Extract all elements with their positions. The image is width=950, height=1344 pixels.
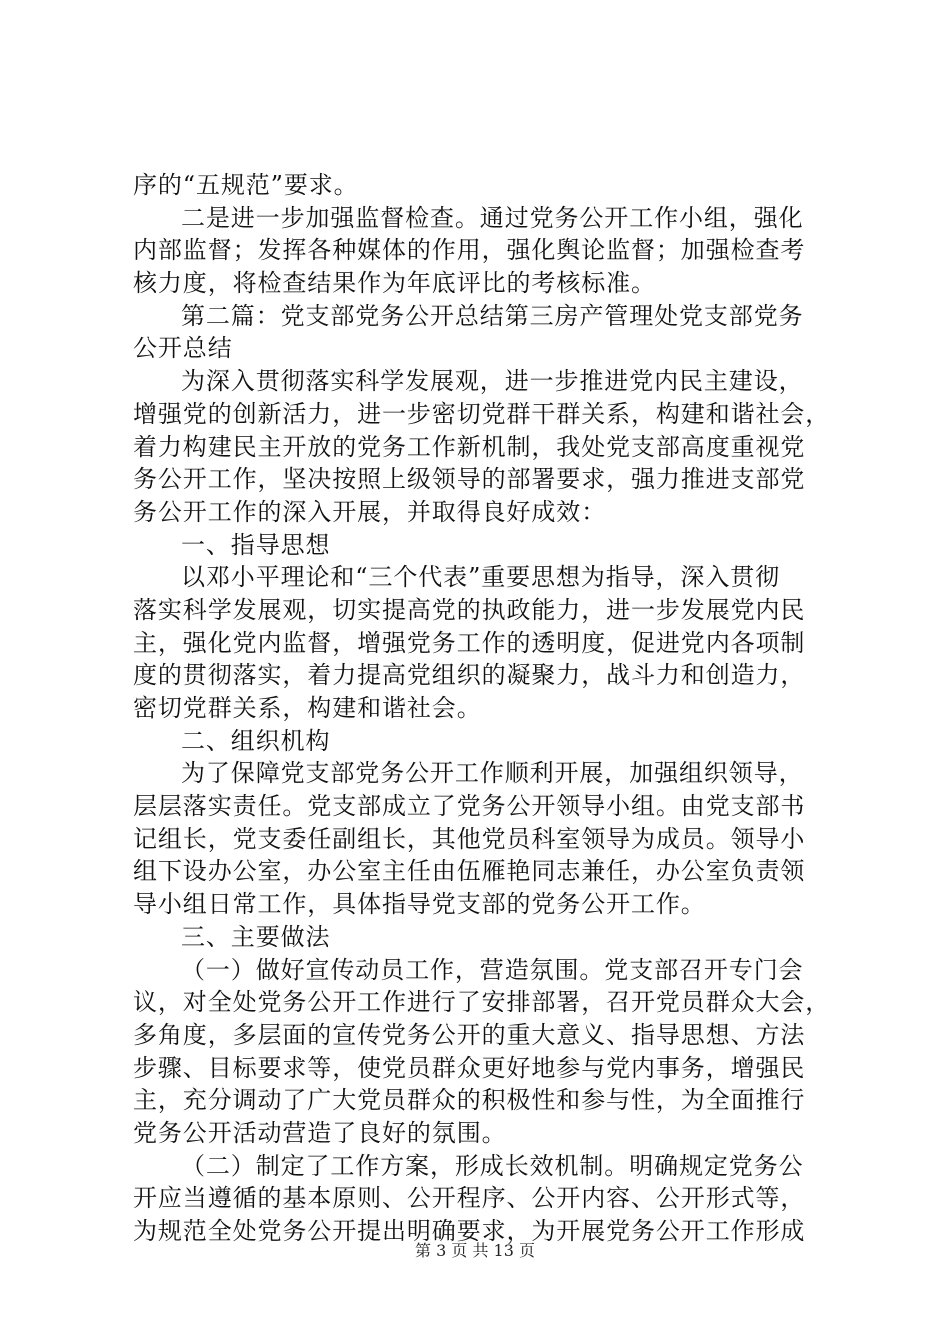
document-body — [133, 169, 833, 1248]
text-line: （一）做好宣传动员工作，营造氛围。党支部召开专门会 — [181, 955, 804, 984]
text-line: 为深入贯彻落实科学发展观，进一步推进党内民主建设， — [181, 367, 804, 396]
text-line: 二是进一步加强监督检查。通过党务公开工作小组，强化 — [181, 203, 804, 232]
text-line: 度的贯彻落实，着力提高党组织的凝聚力，战斗力和创造力， — [133, 661, 806, 690]
text-line: 密切党群关系，构建和谐社会。 — [133, 694, 482, 722]
text-line: 第二篇：党支部党务公开总结第三房产管理处党支部党务 — [181, 301, 804, 330]
text-line: 多角度，多层面的宣传党务公开的重大意义、指导思想、方法 — [133, 1020, 806, 1049]
text-line: 以邓小平理论和“三个代表”重要思想为指导，深入贯彻 — [181, 563, 781, 592]
text-line: 务公开工作，坚决按照上级领导的部署要求，强力推进支部党 — [133, 465, 806, 494]
page-footer: 第 3 页 共 13 页 — [415, 1241, 535, 1260]
text-line: 核力度，将检查结果作为年底评比的考核标准。 — [133, 269, 656, 298]
text-line: 务公开工作的深入开展，并取得良好成效： — [133, 497, 607, 526]
text-line: 党务公开活动营造了良好的氛围。 — [133, 1118, 507, 1147]
text-line: 主，强化党内监督，增强党务工作的透明度，促进党内各项制 — [133, 628, 806, 657]
text-line: 为了保障党支部党务公开工作顺利开展，加强组织领导， — [181, 759, 804, 788]
text-line: 着力构建民主开放的党务工作新机制，我处党支部高度重视党 — [133, 432, 806, 461]
text-line: 内部监督；发挥各种媒体的作用，强化舆论监督；加强检查考 — [133, 236, 806, 265]
text-line: 增强党的创新活力，进一步密切党群干群关系，构建和谐社会， — [133, 399, 831, 428]
text-line: 二、组织机构 — [181, 726, 331, 755]
text-line: 组下设办公室，办公室主任由伍雁艳同志兼任，办公室负责领 — [133, 857, 806, 886]
text-line: 议，对全处党务公开工作进行了安排部署，召开党员群众大会， — [133, 988, 831, 1017]
text-line: 导小组日常工作，具体指导党支部的党务公开工作。 — [133, 890, 706, 919]
text-line: 开应当遵循的基本原则、公开程序、公开内容、公开形式等， — [133, 1184, 806, 1213]
text-line: 落实科学发展观，切实提高党的执政能力，进一步发展党内民 — [133, 595, 806, 624]
text-line: 序的“五规范”要求。 — [133, 171, 359, 199]
text-line: 主，充分调动了广大党员群众的积极性和参与性，为全面推行 — [133, 1086, 806, 1115]
text-line: 记组长，党支委任副组长，其他党员科室领导为成员。领导小 — [133, 824, 806, 853]
text-line: 步骤、目标要求等，使党员群众更好地参与党内事务，增强民 — [133, 1053, 806, 1082]
text-line: 三、主要做法 — [181, 922, 331, 951]
text-line: 层层落实责任。党支部成立了党务公开领导小组。由党支部书 — [133, 792, 806, 821]
text-line: 一、指导思想 — [181, 530, 331, 559]
text-line: （二）制定了工作方案，形成长效机制。明确规定党务公 — [181, 1151, 804, 1180]
text-line: 为规范全处党务公开提出明确要求，为开展党务公开工作形成 — [133, 1217, 806, 1245]
text-line: 公开总结 — [133, 334, 233, 363]
